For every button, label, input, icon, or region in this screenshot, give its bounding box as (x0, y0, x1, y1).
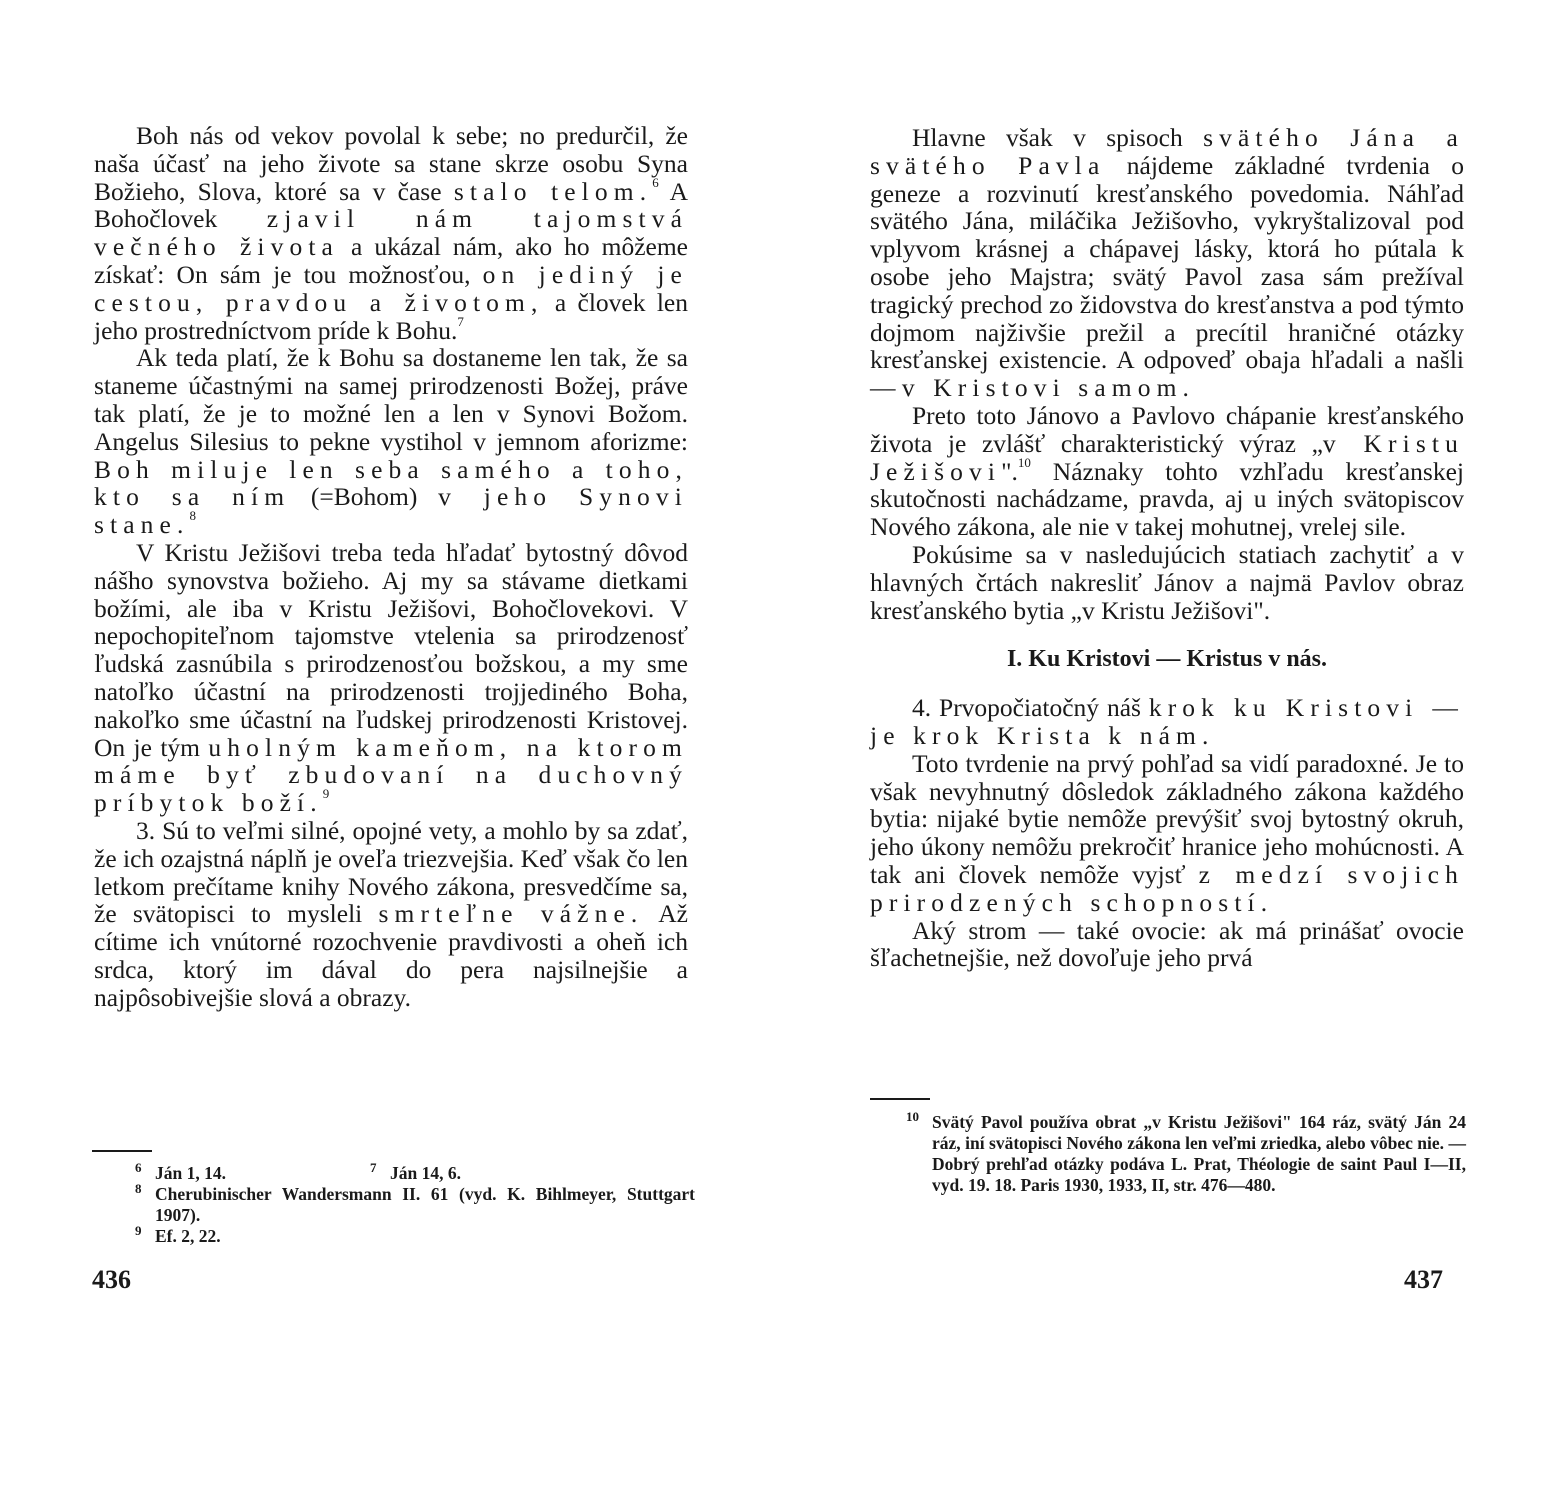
footnote-reference: 8 (189, 508, 196, 524)
right-footnotes (906, 1109, 1466, 1196)
text-run: (=Bohom) (290, 482, 439, 512)
spaced-emphasis: svätého Jána a svätého Pavla (870, 123, 1464, 180)
right-page (776, 0, 1552, 1500)
right-paragraphs-before (870, 124, 1464, 624)
right-body-text (870, 124, 1464, 972)
text-run: 3. Sú to veľmi silné, opojné vety, a mohlo by sa zdať, že ich ozajstná náplň je oveľa triezvejšia. Keď však čo len letkom prečítame knihy Nového zákona, presvedčíme sa, že svätopisci to mysleli (94, 815, 688, 929)
paragraph (94, 539, 688, 817)
paragraph (94, 344, 688, 539)
left-footnotes (135, 1160, 695, 1247)
text-run: A Bohočlovek (94, 176, 688, 234)
section-heading: I. Ku Kristovi — Kristus v nás. (1006, 646, 1328, 673)
spaced-emphasis: v Kristovi samom. (901, 373, 1196, 403)
footnote-reference: 9 (322, 786, 330, 802)
footnote-row (135, 1160, 695, 1184)
text-run: Aký strom — také ovocie: ak má prinášať ovocie šľachetnejšie, než dovoľuje jeho prvá (870, 915, 1464, 973)
left-body-text (94, 122, 688, 1012)
footnote-row (135, 1181, 695, 1226)
text-run: Až cítime ich vnútorné rozochvenie pravdivosti a oheň ich srdca, ktorý im dával do pera najsilnejšie a najpôsobivejšie slová a obrazy. (94, 899, 688, 1012)
text-run: nájdeme základné tvrdenia o geneze a rozvinutí kresťanského povedomia. Náhľad svätého Jána, miláčika Ježišovho, vykryštalizoval pod vplyvom krásnej a chápavej lásky, ktorá ho pútala k osobe jeho Majstra; svätý Pavol zasa sám prežíval tragický prechod zo židovstva do kresťanstva a pod týmto dojmom najživšie prežil a precítil hraničné otázky kresťanskej existencie. A odpoveď obaja hľadali a našli — (870, 150, 1465, 403)
text-run: ". (1001, 456, 1018, 486)
footnote-marker: 10 (906, 1109, 919, 1124)
right-footnote-rule (870, 1098, 930, 1100)
text-run: Hlavne však v spisoch (912, 123, 1204, 152)
paragraph (870, 541, 1464, 624)
spaced-emphasis: Boh miluje len seba samého a toho, kto sa ním (94, 454, 688, 512)
text-run: Boh nás od vekov povolal k sebe; no predurčil, že naša účasť na jeho živote sa stane skrze osobu Syna Božieho, Slova, ktoré sa v čase (94, 121, 688, 206)
paragraph (94, 817, 688, 1012)
page-number: 437 (1404, 1265, 1443, 1294)
footnote-text: Svätý Pavol používa obrat „v Kristu Ježišovi" 164 ráz, svätý Ján 24 ráz, iní svätopisci Nového zákona len veľmi zriedka, alebo vôbec nie. — Dobrý prehľad otázky podáva L. Prat, Théologie de saint Paul I—II, vyd. 19. 18. Paris 1930, 1933, II, str. 476—480. (932, 1112, 1466, 1195)
text-run: a ukázal nám, ako ho môžeme získať: On sám je tou možnosťou, (94, 232, 688, 289)
footnote-marker: 6 (135, 1160, 142, 1175)
left-footnote-rule (92, 1150, 152, 1152)
spaced-emphasis: v jeho Synovi stane. (94, 482, 688, 540)
spaced-emphasis: smrteľne vážne. (378, 899, 644, 929)
spaced-emphasis: v Kristu Ježišovi (870, 428, 1464, 486)
footnote-reference: 10 (1017, 454, 1031, 470)
spaced-emphasis: on jediný je cestou, pravdou a životom, (94, 259, 688, 317)
footnote-reference: 6 (652, 174, 659, 190)
footnote-row (135, 1223, 695, 1247)
spaced-emphasis: krok ku Kristovi — je krok Krista k nám. (870, 693, 1464, 750)
footnote-marker: 8 (135, 1181, 142, 1196)
footnote-text: Ján 14, 6. (390, 1163, 461, 1183)
text-run: Náznaky tohto vzhľadu kresťanskej skutočnosti nachádzame, pravda, aj u iných svätopiscov Nového zákona, ale nie v takej mohutnej, vrelej sile. (870, 456, 1464, 542)
paragraph (870, 750, 1464, 917)
spaced-emphasis: stalo telom. (453, 176, 653, 206)
text-run: Ak teda platí, že k Bohu sa dostaneme len tak, že sa staneme účastnými na samej prirodzenosti Božej, práve tak platí, že je to možné len a len v Synovi Božom. Angelus Silesius to pekne vystihol v jemnom aforizme: (94, 343, 688, 456)
paragraph (94, 122, 688, 344)
footnote-text: Cherubinischer Wandersmann II. 61 (vyd. K. Bihlmeyer, Stuttgart 1907). (155, 1184, 695, 1225)
footnote-marker: 9 (135, 1223, 142, 1238)
footnote-reference: 7 (457, 313, 464, 329)
spaced-emphasis: uholným kameňom, na ktorom máme byť zbudovaní na duchovný príbytok boží. (94, 732, 688, 818)
paragraph (870, 124, 1464, 402)
text-run: V Kristu Ježišovi treba teda hľadať bytostný dôvod nášho synovstva božieho. Aj my sa stávame dietkami božími, ale iba v Kristu Ježišovi, Bohočlovekovi. V nepochopiteľnom tajomstve vtelenia sa prirodzenosť ľudská zasnúbila s prirodzenosťou božskou, a my sme natoľko účastní na prirodzenosti trojjediného Boha, nakoľko sme účastní na ľudskej prirodzenosti Kristovej. On je tým (94, 537, 688, 762)
footnote-row (906, 1109, 1466, 1196)
text-run: Toto tvrdenie na prvý pohľad sa vidí paradoxné. Je to však nevyhnutný dôsledok základného zákona každého bytia: nijaké bytie nemôže prevýšiť svoj bytostný okruh, jeho úkony nemôžu prekročiť hranice jeho mohúcnosti. A tak ani človek nemôže vyjsť (870, 748, 1464, 889)
page-number: 436 (92, 1265, 131, 1294)
paragraph (870, 402, 1464, 541)
text-run: Pokúsime sa v nasledujúcich statiach zachytiť a v hlavných črtách nakresliť Jánov a najmä Pavlov obraz kresťanského bytia „v Kristu Ježišovi". (870, 539, 1464, 625)
paragraph (870, 917, 1464, 973)
spaced-emphasis: zjavil nám tajomstvá večného života (94, 204, 689, 262)
spaced-emphasis: z medzí svojich prirodzených schopností. (870, 859, 1464, 917)
text-run: Preto toto Jánovo a Pavlovo chápanie kresťanského života je zvlášť charakteristický výraz „ (870, 400, 1464, 458)
text-run: 4. Prvopočiatočný náš (912, 693, 1149, 723)
text-run: a človek len jeho prostredníctvom príde k Bohu. (94, 287, 688, 345)
footnote-marker: 7 (370, 1160, 377, 1175)
paragraph (870, 694, 1464, 750)
right-paragraphs-after (870, 694, 1464, 972)
footnote-text: Ef. 2, 22. (155, 1226, 221, 1246)
footnote-text: Ján 1, 14. (155, 1163, 226, 1183)
